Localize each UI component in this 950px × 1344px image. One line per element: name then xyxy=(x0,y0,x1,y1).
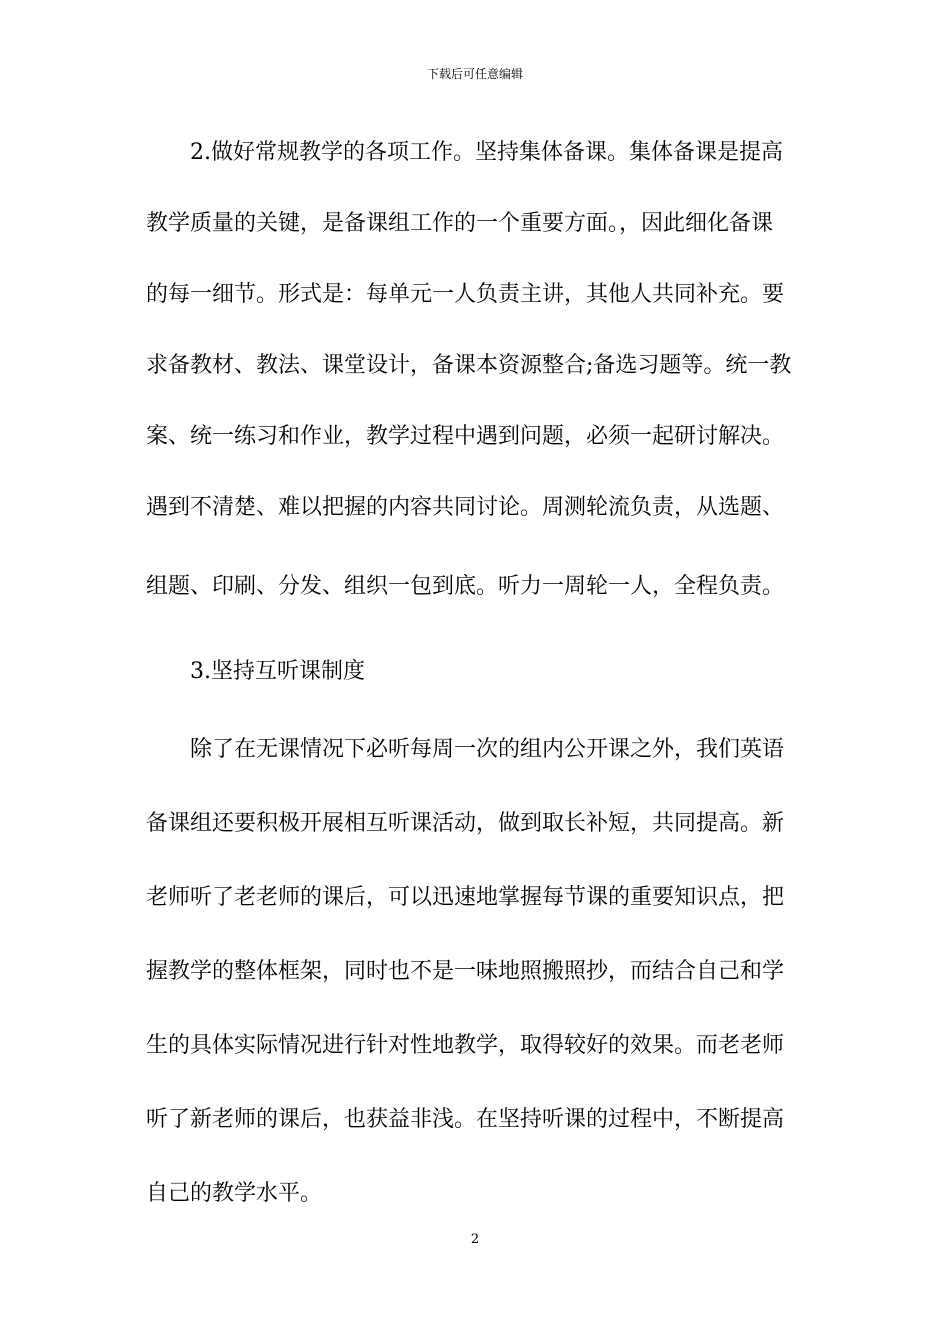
paragraph-line: 除了在无课情况下必听每周一次的组内公开课之外，我们英语 xyxy=(190,737,785,762)
paragraph-line: 握教学的整体框架，同时也不是一味地照搬照抄，而结合自己和学 xyxy=(146,959,785,984)
paragraph-line: 遇到不清楚、难以把握的内容共同讨论。周测轮流负责，从选题、 xyxy=(146,495,785,520)
paragraph-line: 教学质量的关键，是备课组工作的一个重要方面。，因此细化备课 xyxy=(146,211,774,236)
page-header: 下载后可任意编辑 xyxy=(426,67,523,81)
paragraph-line: 听了新老师的课后，也获益非浅。在坚持听课的过程中，不断提高 xyxy=(146,1107,785,1132)
paragraph-line: 老师听了老老师的课后，可以迅速地掌握每节课的重要知识点，把 xyxy=(146,885,785,910)
paragraph-line: 备课组还要积极开展相互听课活动，做到取长补短，共同提高。新 xyxy=(146,811,785,836)
page-number: 2 xyxy=(470,1232,480,1247)
paragraph-line: 自己的教学水平。 xyxy=(146,1181,323,1206)
paragraph-line: 的每一细节。形式是：每单元一人负责主讲，其他人共同补充。要 xyxy=(146,282,785,307)
paragraph-line: 求备教材、教法、课堂设计，备课本资源整合;备选习题等。统一教 xyxy=(146,353,792,378)
paragraph-line: 生的具体实际情况进行针对性地教学，取得较好的效果。而老老师 xyxy=(146,1033,785,1058)
paragraph-line: 2.做好常规教学的各项工作。坚持集体备课。集体备课是提高 xyxy=(190,140,783,165)
section-heading: 3.坚持互听课制度 xyxy=(190,659,365,684)
paragraph-line: 案、统一练习和作业，教学过程中遇到问题，必须一起研讨解决。 xyxy=(146,424,785,449)
paragraph-line: 组题、印刷、分发、组织一包到底。听力一周轮一人，全程负责。 xyxy=(146,574,785,599)
